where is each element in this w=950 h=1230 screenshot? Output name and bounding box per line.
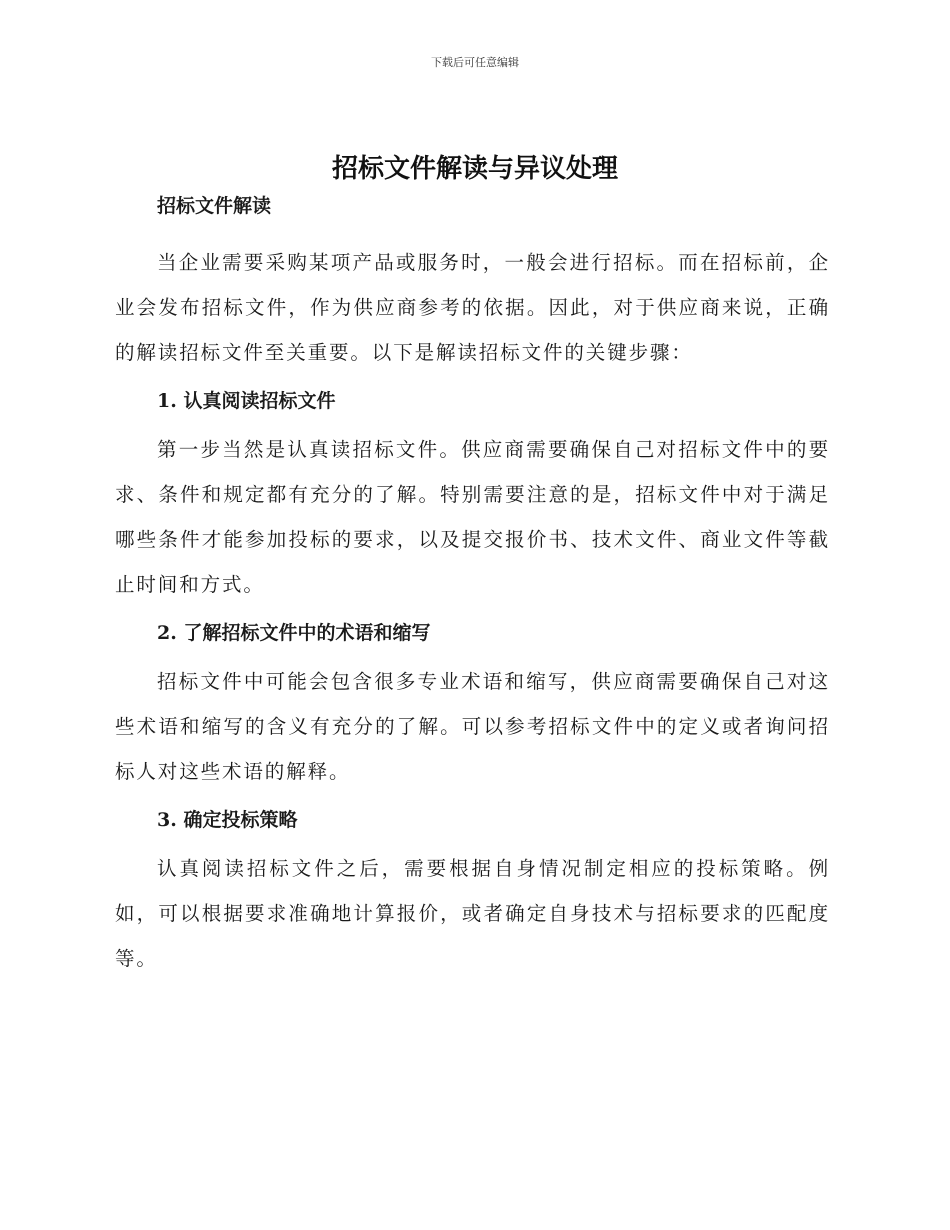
document-body: [115, 190, 830, 981]
step-1-heading: 1. 认真阅读招标文件: [157, 390, 336, 412]
document-title: 招标文件解读与异议处理: [331, 154, 618, 184]
step-3-heading: 3. 确定投标策略: [157, 809, 298, 831]
step-3-paragraph: 认真阅读招标文件之后，需要根据自身情况制定相应的投标策略。例如，可以根据要求准确地计算报价，或者确定自身技术与招标要求的匹配度等。: [115, 857, 830, 970]
step-1-paragraph: 第一步当然是认真读招标文件。供应商需要确保自己对招标文件中的要求、条件和规定都有充分的了解。特别需要注意的是，招标文件中对于满足哪些条件才能参加投标的要求，以及提交报价书、技术文件、商业文件等截止时间和方式。: [115, 438, 830, 596]
intro-paragraph: 当企业需要采购某项产品或服务时，一般会进行招标。而在招标前，企业会发布招标文件，作为供应商参考的依据。因此，对于供应商来说，正确的解读招标文件至关重要。以下是解读招标文件的关键步骤：: [115, 251, 830, 364]
section-heading: 招标文件解读: [157, 195, 272, 217]
step-2-paragraph: 招标文件中可能会包含很多专业术语和缩写，供应商需要确保自己对这些术语和缩写的含义有充分的了解。可以参考招标文件中的定义或者询问招标人对这些术语的解释。: [115, 670, 830, 783]
step-2-heading: 2. 了解招标文件中的术语和缩写: [157, 622, 431, 644]
header-note: 下载后可任意编辑: [431, 56, 519, 69]
